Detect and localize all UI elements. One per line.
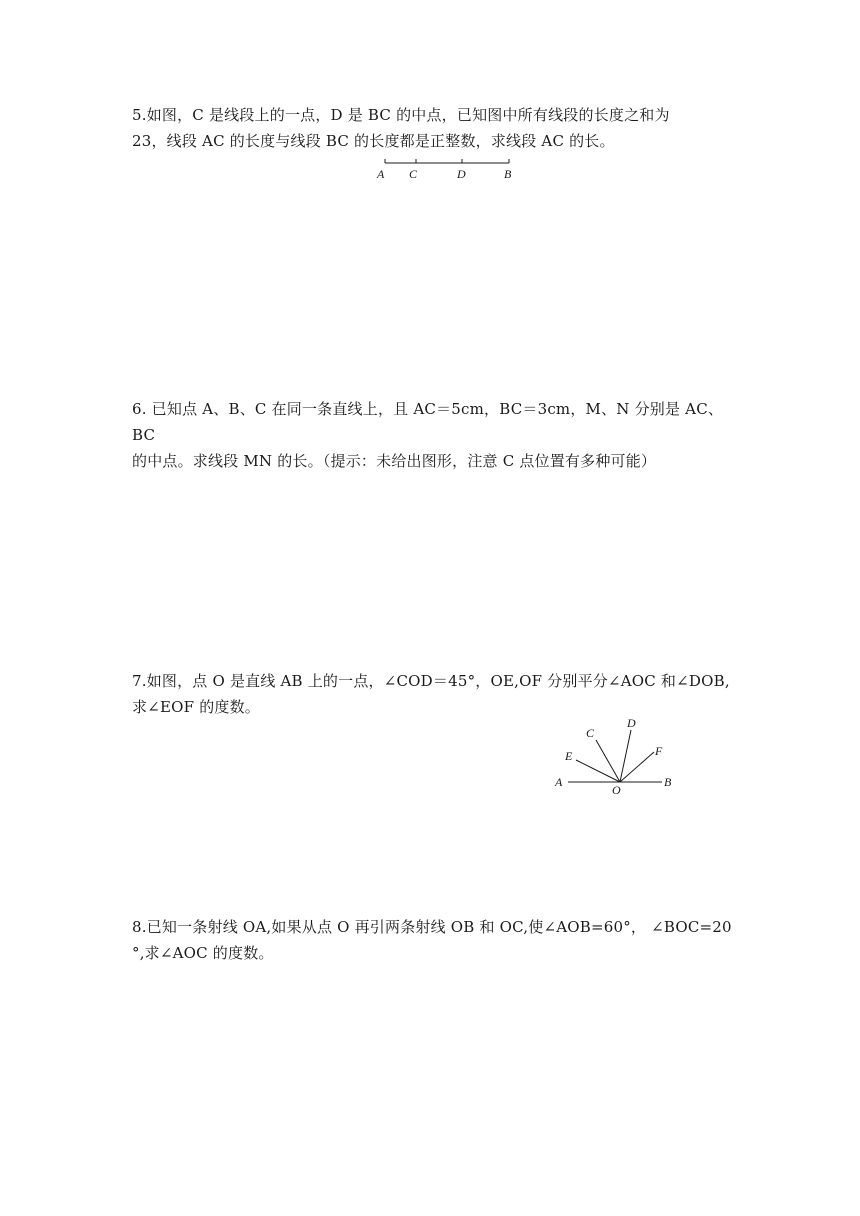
label-o: O	[612, 783, 621, 797]
problem-6-line-2: 的中点。求线段 MN 的长。（提示：未给出图形，注意 C 点位置有多种可能）	[132, 452, 657, 470]
label-d: D	[627, 716, 636, 730]
angle-figure	[550, 714, 680, 798]
problem-6	[132, 396, 732, 474]
label-a: A	[377, 167, 385, 181]
label-a: A	[555, 775, 563, 789]
problem-5-line-1: 5.如图，C 是线段上的一点，D 是 BC 的中点，已知图中所有线段的长度之和为	[132, 106, 670, 124]
problem-5	[132, 102, 732, 154]
label-d: D	[457, 167, 466, 181]
problem-7-line-2: 求∠EOF 的度数。	[132, 698, 260, 716]
problem-7	[132, 668, 732, 720]
label-e: E	[565, 749, 573, 763]
problem-5-line-2: 23，线段 AC 的长度与线段 BC 的长度都是正整数，求线段 AC 的长。	[132, 132, 615, 150]
problem-7-line-1: 7.如图，点 O 是直线 AB 上的一点，∠COD＝45°，OE,OF 分别平分∠AOC 和∠DOB,	[132, 672, 730, 690]
segment-figure	[370, 156, 520, 184]
label-c: C	[586, 726, 595, 740]
label-c: C	[409, 167, 418, 181]
problem-8-line-2: °,求∠AOC 的度数。	[132, 944, 274, 962]
problem-8-line-1: 8.已知一条射线 OA,如果从点 O 再引两条射线 OB 和 OC,使∠AOB=60°， ∠BOC=20	[132, 918, 732, 936]
problem-6-line-1: 6. 已知点 A、B、C 在同一条直线上，且 AC＝5cm，BC＝3cm，M、N 分别是 AC、BC	[132, 400, 724, 444]
problem-8	[132, 914, 732, 966]
label-f: F	[655, 744, 663, 758]
label-b: B	[504, 167, 512, 181]
label-b: B	[664, 775, 672, 789]
